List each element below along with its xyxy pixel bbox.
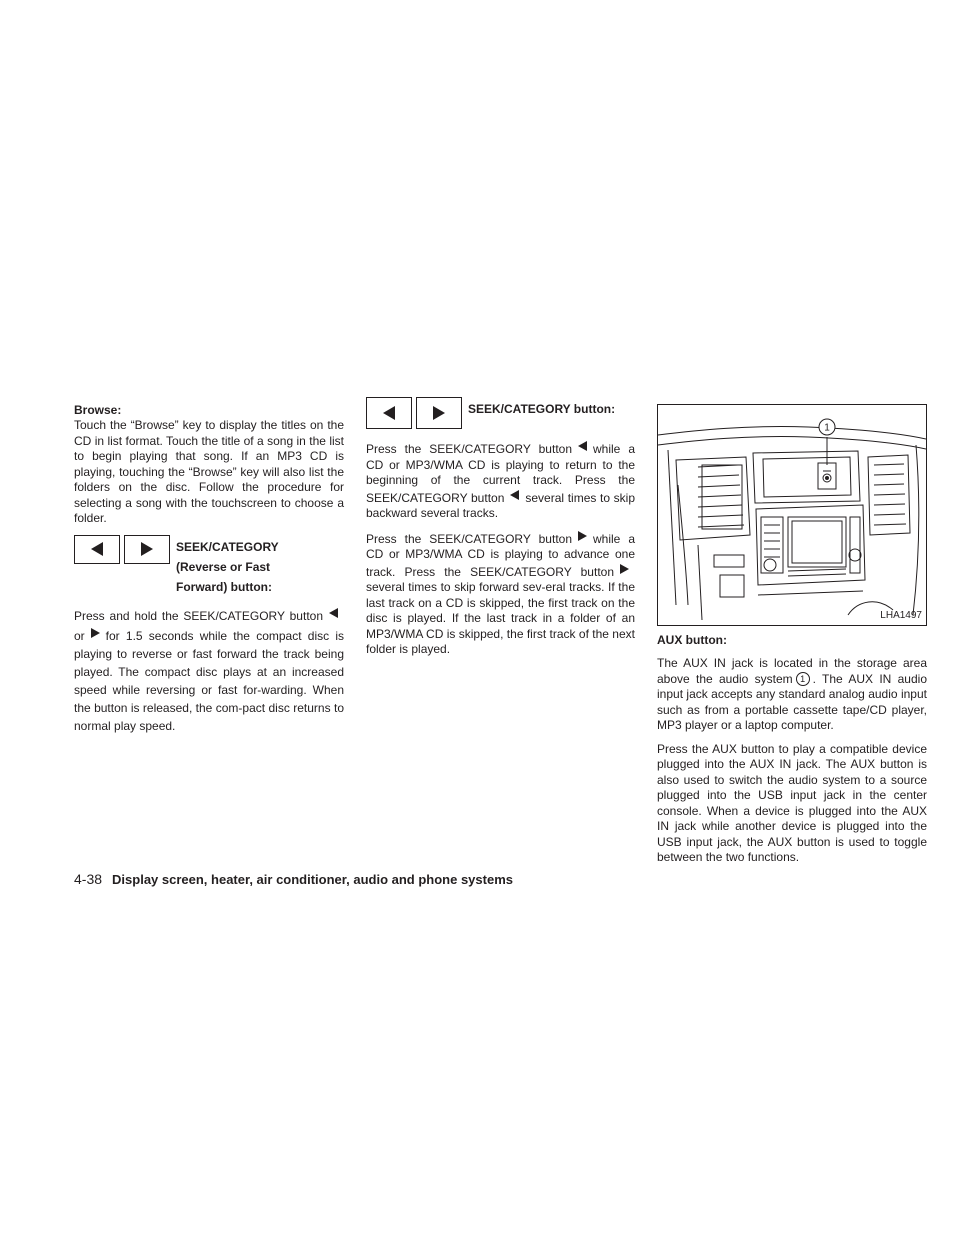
seek-paragraph-2 bbox=[366, 530, 635, 658]
aux-paragraph-1 bbox=[657, 656, 927, 734]
browse-heading: Browse: bbox=[74, 403, 122, 417]
reverse-arrow-icon bbox=[578, 440, 587, 456]
forward-key-icon bbox=[124, 535, 170, 564]
reverse-key-icon bbox=[74, 535, 120, 564]
seek-p2-mid: while a CD or MP3/WMA CD is playing to advance one track. Press the SEEK/CATEGORY button bbox=[366, 531, 635, 579]
dashboard-drawing bbox=[658, 405, 926, 625]
forward-arrow-icon bbox=[91, 625, 100, 643]
reverse-arrow-icon bbox=[329, 605, 338, 623]
forward-key-icon bbox=[416, 397, 462, 429]
seek-fast-button-row bbox=[74, 535, 344, 597]
seek-fast-heading-line2: (Reverse or Fast bbox=[176, 559, 271, 574]
reverse-arrow-icon bbox=[510, 489, 519, 505]
seek-fast-heading bbox=[176, 537, 279, 597]
page-footer bbox=[74, 871, 513, 887]
seek-fast-heading-line1: SEEK/CATEGORY bbox=[176, 539, 279, 554]
section-title: Display screen, heater, air conditioner, audio and phone systems bbox=[112, 872, 513, 887]
seek-p1-mid: while a CD or MP3/WMA CD is playing to return to the beginning of the current track. Press the SEEK/CATEGORY button bbox=[366, 442, 635, 505]
seek-fast-paragraph bbox=[74, 605, 344, 735]
seek-button-row bbox=[366, 397, 635, 429]
aux-p1-end: . The AUX IN audio input jack accepts any standard analog audio input such as from a portable cassette tape/CD player, MP3 player or a laptop computer. bbox=[657, 671, 927, 732]
seek-p1-end: several times to skip backward several tracks. bbox=[366, 490, 635, 520]
figure-code: LHA1497 bbox=[880, 609, 922, 621]
seek-keys bbox=[366, 397, 466, 429]
seek-fast-keys bbox=[74, 535, 174, 564]
forward-arrow-icon bbox=[578, 530, 587, 546]
forward-arrow-icon bbox=[620, 563, 629, 579]
seek-heading: SEEK/CATEGORY button: bbox=[468, 402, 616, 416]
page-number: 4-38 bbox=[74, 871, 103, 887]
seek-fast-text-or: or bbox=[74, 628, 85, 643]
seek-p2-start: Press the SEEK/CATEGORY button bbox=[366, 531, 572, 546]
aux-heading: AUX button: bbox=[657, 633, 727, 647]
aux-paragraph-2: Press the AUX button to play a compatible device plugged into the AUX IN jack. The AUX button is also used to switch the audio system to a source plugged into the USB input jack in the center console. When a device is plugged into the AUX IN jack while another device is plugged into the USB input jack, the AUX button is used to toggle between the two functions. bbox=[657, 741, 927, 864]
figure-callout-number: 1 bbox=[824, 422, 830, 434]
column-middle bbox=[366, 397, 635, 658]
seek-p1-start: Press the SEEK/CATEGORY button bbox=[366, 442, 572, 456]
seek-p2-end: several times to skip forward sev-eral tracks. If the last track on a CD is skipped, the first track on the disc is played. If the last track in a folder of an MP3/WMA CD is skipped, the first track of the next folder is played. bbox=[366, 580, 635, 656]
aux-jack-callout-ref: 1 bbox=[796, 672, 810, 686]
reverse-key-icon bbox=[366, 397, 412, 429]
seek-fast-heading-line3: Forward) button: bbox=[176, 579, 272, 594]
browse-body: Touch the “Browse” key to display the titles on the CD in list format. Touch the title of a song in the list to begin playing that song. If an MP3 CD is playing, touching the “Browse” key will also list the folders on the disc. Follow the procedure for selecting a song with the touchscreen to choose a folder. bbox=[74, 418, 344, 525]
seek-fast-text-start: Press and hold the SEEK/CATEGORY button bbox=[74, 608, 323, 623]
column-left bbox=[74, 403, 344, 735]
aux-p1-start: The AUX IN jack is located in the storage area above the audio system bbox=[657, 656, 927, 686]
seek-paragraph-1 bbox=[366, 440, 635, 522]
dashboard-illustration bbox=[657, 404, 927, 626]
column-right bbox=[657, 404, 927, 866]
seek-fast-text-end: for 1.5 seconds while the compact disc is playing to reverse or fast forward the track being played. The compact disc plays at an increased speed while reversing or fast for-warding. When the button is released, the com-pact disc returns to normal play speed. bbox=[74, 628, 344, 733]
